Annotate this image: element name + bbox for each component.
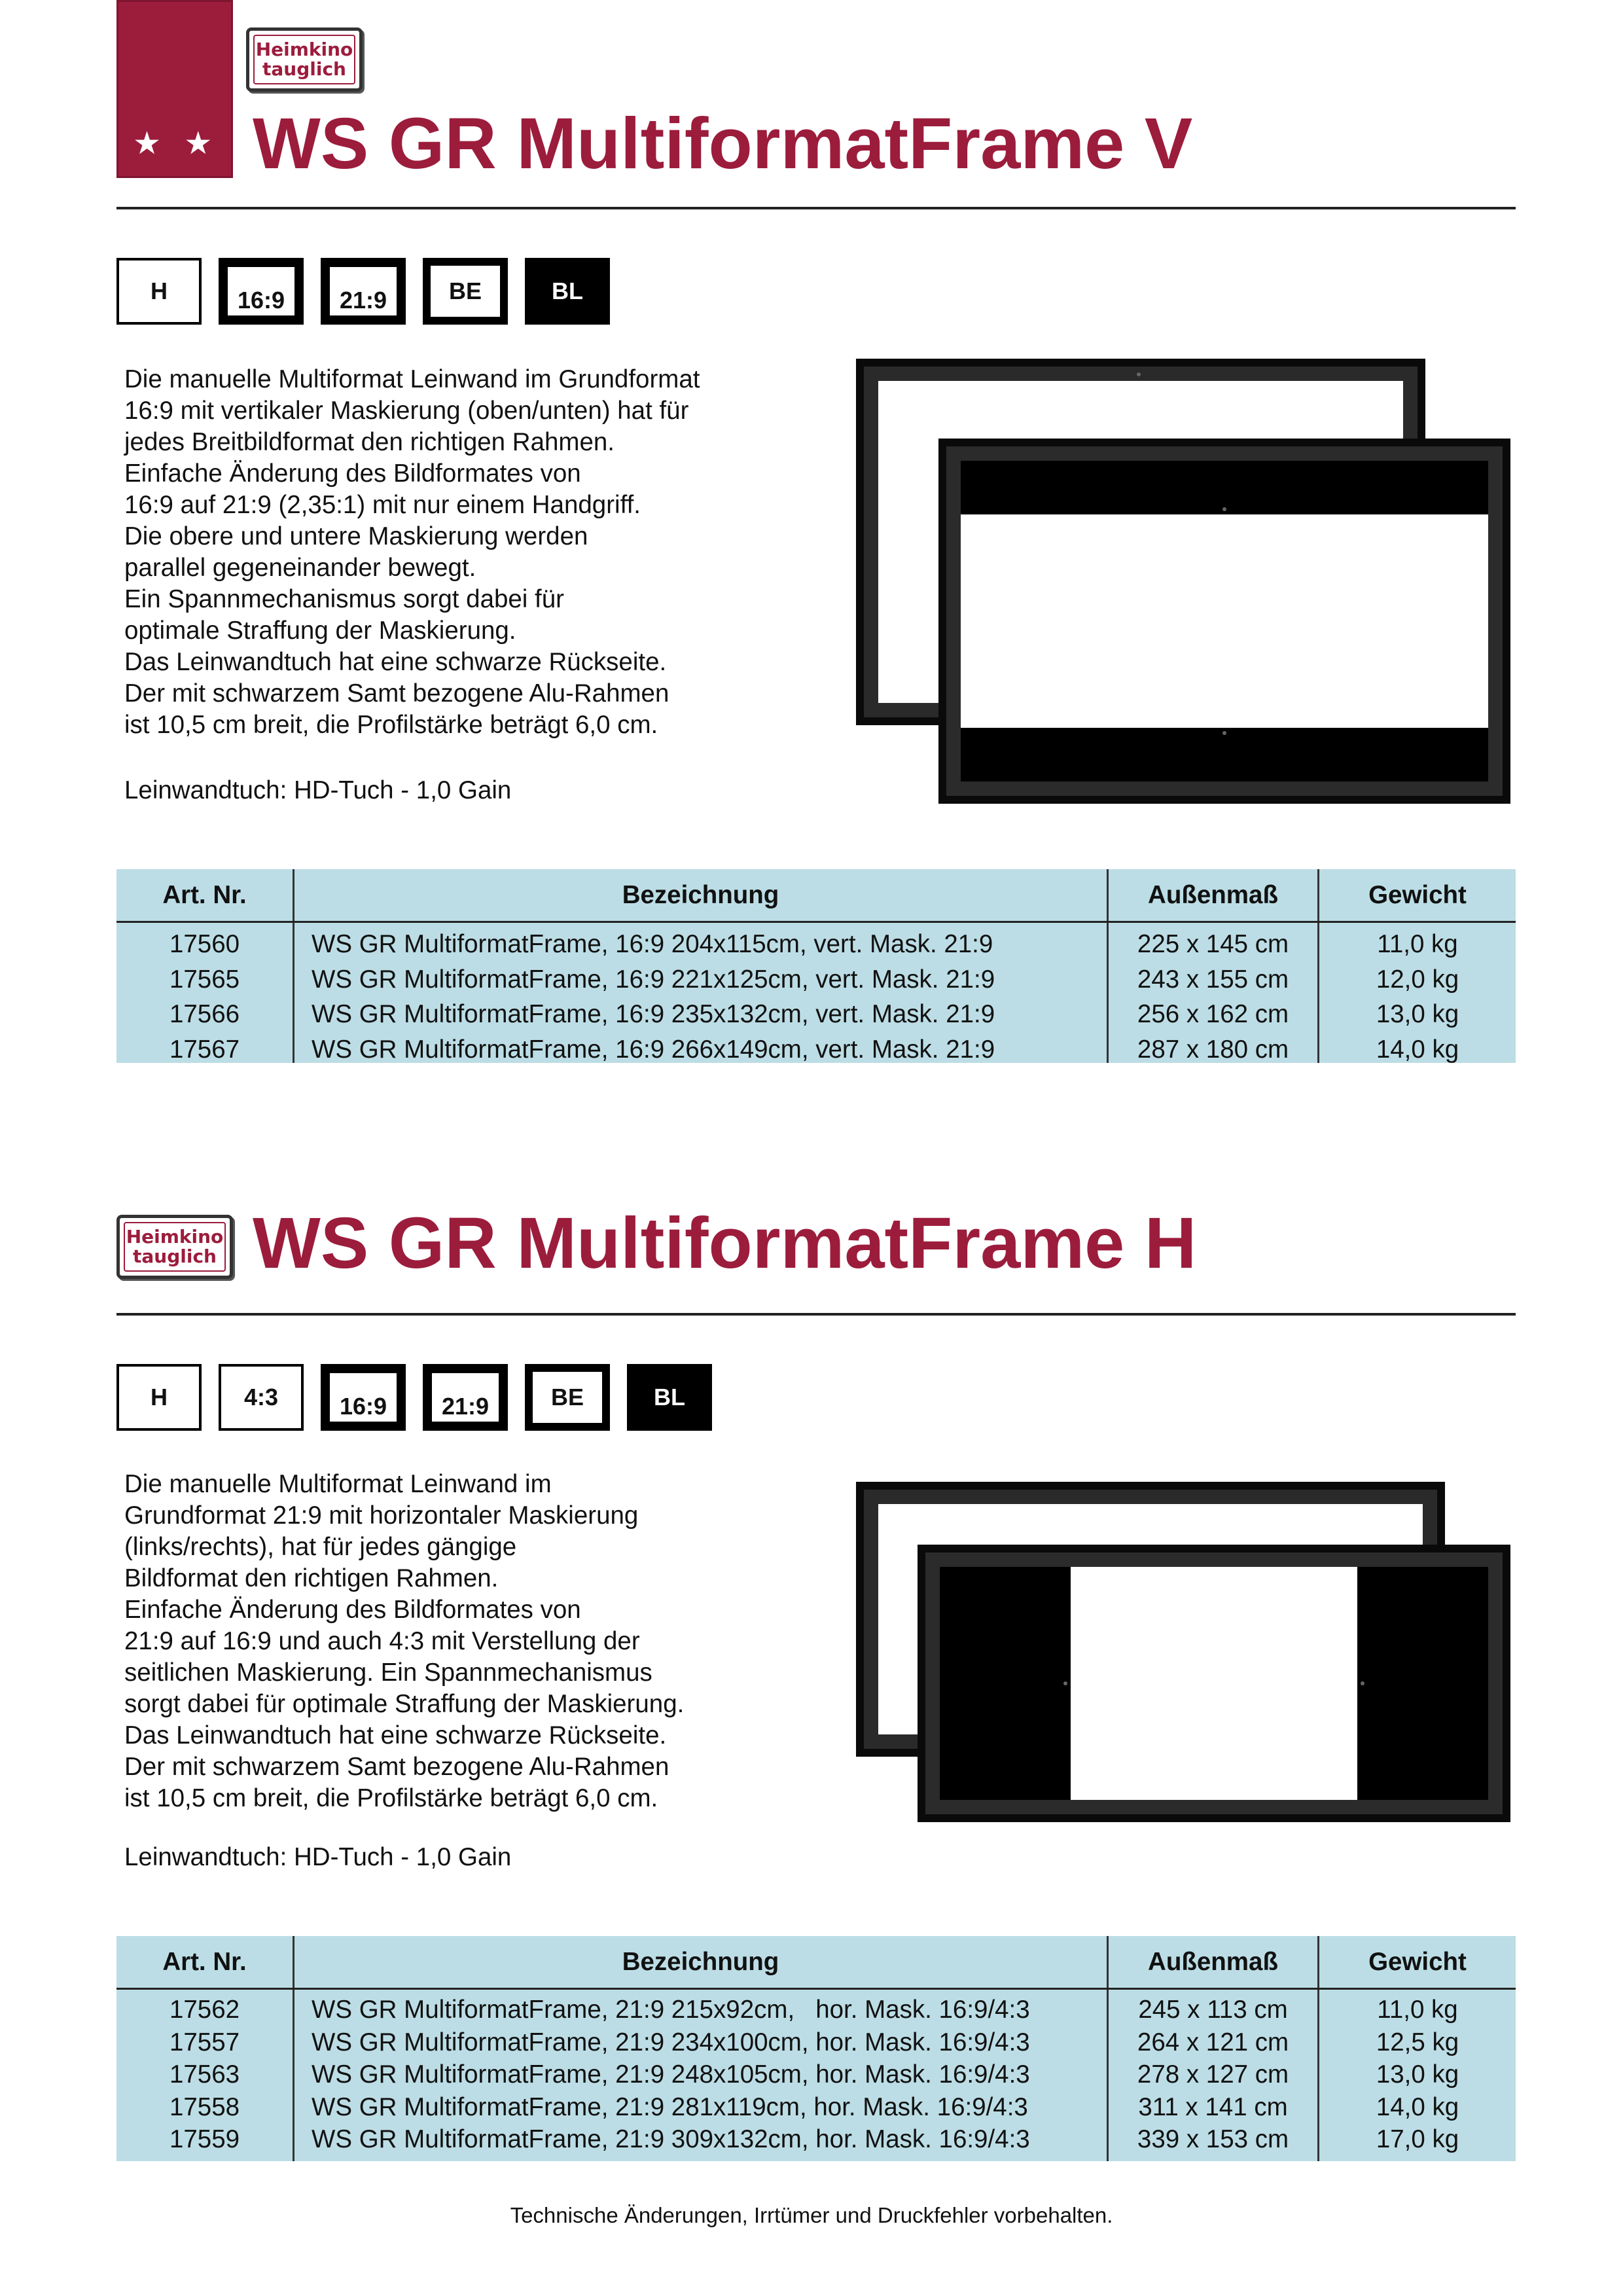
- product-table: [116, 1936, 1516, 2161]
- table-body: [116, 923, 1516, 1063]
- heimkino-badge-logo: Heimkino tauglich: [246, 27, 363, 92]
- table-cell: 17557: [169, 2028, 240, 2056]
- column-header: Art. Nr.: [116, 869, 294, 921]
- table-cell: 339 x 153 cm: [1137, 2125, 1289, 2153]
- table-cell: 311 x 141 cm: [1138, 2092, 1288, 2121]
- table-cell: WS GR MultiformatFrame, 21:9 234x100cm, hor. Mask. 16:9/4:3: [312, 2028, 1030, 2056]
- product-title: WS GR MultiformatFrame H: [253, 1203, 1197, 1283]
- rating-bookmark: [116, 0, 233, 178]
- product-title: WS GR MultiformatFrame V: [253, 103, 1193, 184]
- table-cell: 256 x 162 cm: [1137, 1000, 1289, 1028]
- table-cell: 17560: [169, 930, 240, 958]
- format-chip: 16:9: [321, 1364, 406, 1431]
- table-cell: WS GR MultiformatFrame, 16:9 266x149cm, vert. Mask. 21:9: [312, 1035, 995, 1064]
- column-header: Bezeichnung: [294, 1936, 1109, 1988]
- title-divider: [116, 207, 1516, 209]
- format-chip: BL: [525, 258, 610, 325]
- table-cell: 13,0 kg: [1376, 1000, 1459, 1028]
- column-header: Außenmaß: [1109, 869, 1319, 921]
- format-chips: [116, 1364, 712, 1431]
- table-cell: 17,0 kg: [1376, 2125, 1459, 2153]
- frame-illustration-vertical-mask: [856, 359, 1510, 804]
- table-cell: 11,0 kg: [1377, 1996, 1458, 2024]
- table-body: [116, 1990, 1516, 2161]
- heimkino-badge-logo: Heimkino tauglich: [116, 1215, 233, 1279]
- table-cell: WS GR MultiformatFrame, 21:9 281x119cm, hor. Mask. 16:9/4:3: [312, 2092, 1028, 2121]
- table-cell: 17567: [169, 1035, 240, 1064]
- format-chip: 21:9: [423, 1364, 508, 1431]
- product-section-h: [0, 1113, 1623, 2193]
- product-section-v: [0, 0, 1623, 1113]
- table-cell: 17558: [169, 2092, 240, 2121]
- table-cell: WS GR MultiformatFrame, 16:9 235x132cm, vert. Mask. 21:9: [312, 1000, 995, 1028]
- rating-stars-icon: ★ ★: [133, 125, 219, 162]
- table-cell: 17565: [169, 965, 240, 994]
- table-cell: WS GR MultiformatFrame, 16:9 204x115cm, vert. Mask. 21:9: [312, 930, 993, 958]
- format-chip: 21:9: [321, 258, 406, 325]
- table-header: [116, 1936, 1516, 1990]
- table-cell: 287 x 180 cm: [1137, 1035, 1289, 1064]
- table-cell: 278 x 127 cm: [1137, 2060, 1289, 2089]
- format-chips: [116, 258, 610, 325]
- format-chip: H: [116, 258, 202, 325]
- format-chip: 4:3: [219, 1364, 304, 1431]
- format-chip: BE: [423, 258, 508, 325]
- table-cell: 14,0 kg: [1376, 2092, 1459, 2121]
- format-chip: H: [116, 1364, 202, 1431]
- table-cell: 17562: [169, 1996, 240, 2024]
- column-header: Art. Nr.: [116, 1936, 294, 1988]
- table-cell: 11,0 kg: [1377, 930, 1458, 958]
- table-cell: 225 x 145 cm: [1137, 930, 1289, 958]
- column-header: Gewicht: [1368, 1947, 1467, 1976]
- screen-material: Leinwandtuch: HD-Tuch - 1,0 Gain: [124, 776, 512, 804]
- column-header: Gewicht: [1368, 880, 1467, 909]
- product-description: Die manuelle Multiformat Leinwand im Grundformat 16:9 mit vertikaler Maskierung (oben/unten) hat für jedes Breitbildformat den richtigen Rahmen. Einfache Änderung des Bildformates von 16:9 auf 21:9 (2,35:1) mit nur einem Handgriff. Die obere und untere Maskierung werden parallel gegeneinander bewegt. Ein Spannmechanismus sorgt dabei für optimale Straffung der Maskierung. Das Leinwandtuch hat eine schwarze Rückseite. Der mit schwarzem Samt bezogene Alu-Rahmen ist 10,5 cm breit, die Profilstärke beträgt 6,0 cm.: [124, 365, 700, 739]
- title-divider: [116, 1313, 1516, 1316]
- table-cell: 14,0 kg: [1376, 1035, 1459, 1064]
- table-cell: 12,0 kg: [1376, 965, 1459, 994]
- table-header: [116, 869, 1516, 923]
- table-cell: 243 x 155 cm: [1137, 965, 1289, 994]
- table-cell: 12,5 kg: [1376, 2028, 1459, 2056]
- table-cell: 17563: [169, 2060, 240, 2089]
- table-cell: WS GR MultiformatFrame, 16:9 221x125cm, vert. Mask. 21:9: [312, 965, 995, 994]
- frame-illustration-horizontal-mask: [856, 1482, 1510, 1822]
- table-cell: 245 x 113 cm: [1138, 1996, 1288, 2024]
- table-cell: WS GR MultiformatFrame, 21:9 215x92cm, hor. Mask. 16:9/4:3: [312, 1996, 1030, 2024]
- table-cell: 264 x 121 cm: [1137, 2028, 1289, 2056]
- disclaimer-footer: Technische Änderungen, Irrtümer und Druckfehler vorbehalten.: [510, 2203, 1113, 2227]
- screen-material: Leinwandtuch: HD-Tuch - 1,0 Gain: [124, 1843, 512, 1871]
- table-cell: 17559: [169, 2125, 240, 2153]
- format-chip: 16:9: [219, 258, 304, 325]
- column-header: Außenmaß: [1109, 1936, 1319, 1988]
- table-cell: 13,0 kg: [1376, 2060, 1459, 2089]
- table-cell: WS GR MultiformatFrame, 21:9 309x132cm, hor. Mask. 16:9/4:3: [312, 2125, 1030, 2153]
- table-cell: WS GR MultiformatFrame, 21:9 248x105cm, hor. Mask. 16:9/4:3: [312, 2060, 1030, 2089]
- product-table: [116, 869, 1516, 1063]
- column-header: Bezeichnung: [294, 869, 1109, 921]
- product-description: Die manuelle Multiformat Leinwand im Grundformat 21:9 mit horizontaler Maskierung (links/rechts), hat für jedes gängige Bildformat den richtigen Rahmen. Einfache Änderung des Bildformates von 21:9 auf 16:9 und auch 4:3 mit Verstellung der seitlichen Maskierung. Ein Spannmechanismus sorgt dabei für optimale Straffung der Maskierung. Das Leinwandtuch hat eine schwarze Rückseite. Der mit schwarzem Samt bezogene Alu-Rahmen ist 10,5 cm breit, die Profilstärke beträgt 6,0 cm.: [124, 1470, 685, 1812]
- format-chip: BL: [627, 1364, 712, 1431]
- table-cell: 17566: [169, 1000, 240, 1028]
- format-chip: BE: [525, 1364, 610, 1431]
